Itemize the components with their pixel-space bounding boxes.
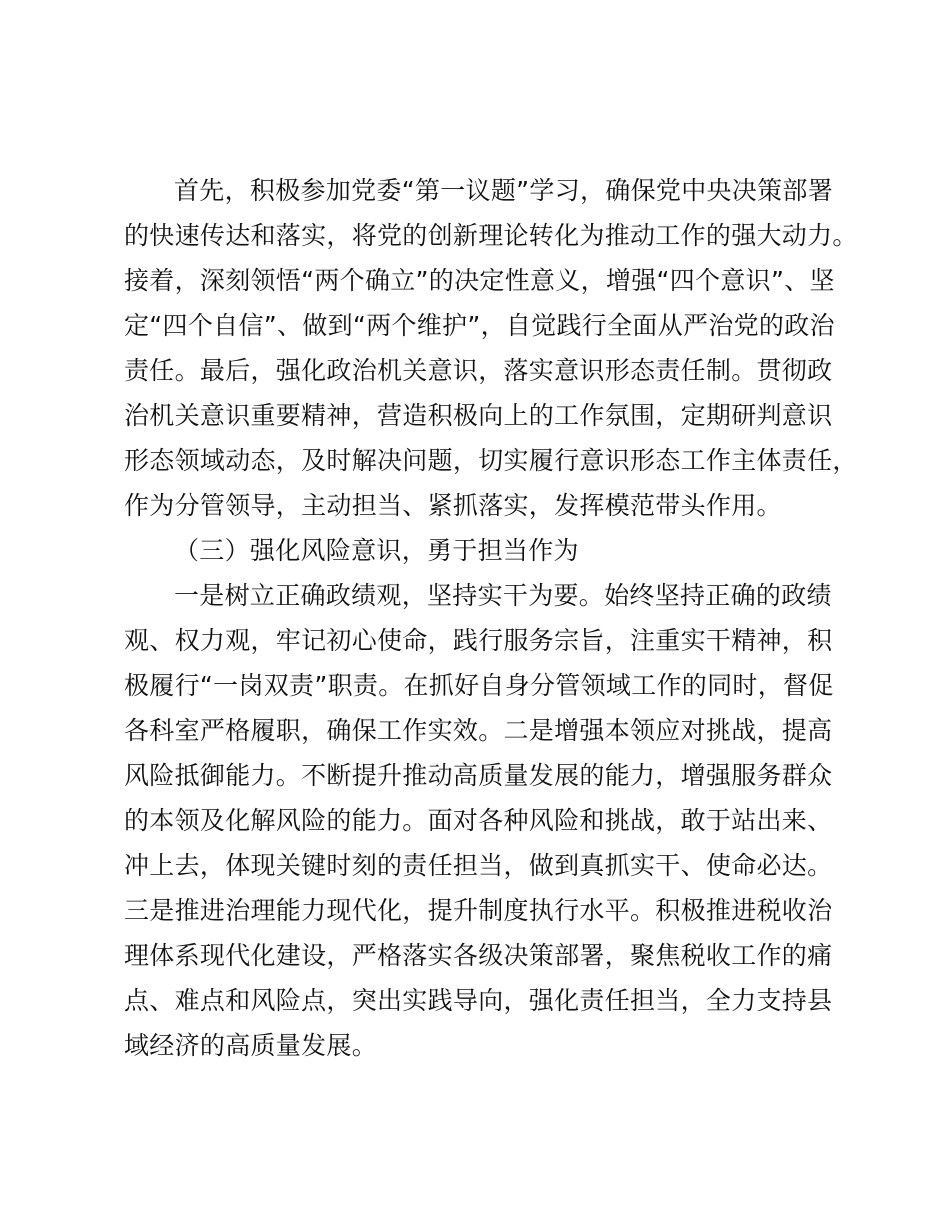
text-line: 冲上去，体现关键时刻的责任担当，做到真抓实干、使命必达。 <box>124 851 833 880</box>
text-line: 观、权力观，牢记初心使命，践行服务宗旨，注重实干精神，积 <box>124 626 833 655</box>
text-line: 域经济的高质量发展。 <box>124 1031 378 1060</box>
text-line: 责任。最后，强化政治机关意识，落实意识形态责任制。贯彻政 <box>124 356 833 385</box>
text-line: 接着，深刻领悟“两个确立”的决定性意义，增强“四个意识”、坚 <box>124 266 835 295</box>
text-line: 作为分管领导，主动担当、紧抓落实，发挥模范带头作用。 <box>124 491 782 520</box>
text-line: 点、难点和风险点，突出实践导向，强化责任担当，全力支持县 <box>124 986 833 1015</box>
text-line: 的快速传达和落实，将党的创新理论转化为推动工作的强大动力。 <box>124 221 858 250</box>
paragraph-party-study <box>124 168 864 528</box>
text-line: 定“四个自信”、做到“两个维护”，自觉践行全面从严治党的政治 <box>124 311 835 340</box>
text-line: 治机关意识重要精神，营造积极向上的工作氛围，定期研判意识 <box>124 401 833 430</box>
document-body <box>124 168 864 1068</box>
text-line: 一是树立正确政绩观，坚持实干为要。始终坚持正确的政绩 <box>174 581 832 610</box>
text-line: 风险抵御能力。不断提升推动高质量发展的能力，增强服务群众 <box>124 761 833 790</box>
paragraph-risk-awareness <box>124 573 864 1068</box>
text-line: 各科室严格履职，确保工作实效。二是增强本领应对挑战，提高 <box>124 716 833 745</box>
text-line: 形态领域动态，及时解决问题，切实履行意识形态工作主体责任， <box>124 446 858 475</box>
text-line: 理体系现代化建设，严格落实各级决策部署，聚焦税收工作的痛 <box>124 941 833 970</box>
section-heading: （三）强化风险意识，勇于担当作为 <box>174 536 579 565</box>
text-line: 极履行“一岗双责”职责。在抓好自身分管领域工作的同时，督促 <box>124 671 834 700</box>
text-line: 的本领及化解风险的能力。面对各种风险和挑战，敢于站出来、 <box>124 806 833 835</box>
text-line: 首先，积极参加党委“第一议题”学习，确保党中央决策部署 <box>174 176 834 205</box>
text-line: 三是推进治理能力现代化，提升制度执行水平。积极推进税收治 <box>124 896 833 925</box>
